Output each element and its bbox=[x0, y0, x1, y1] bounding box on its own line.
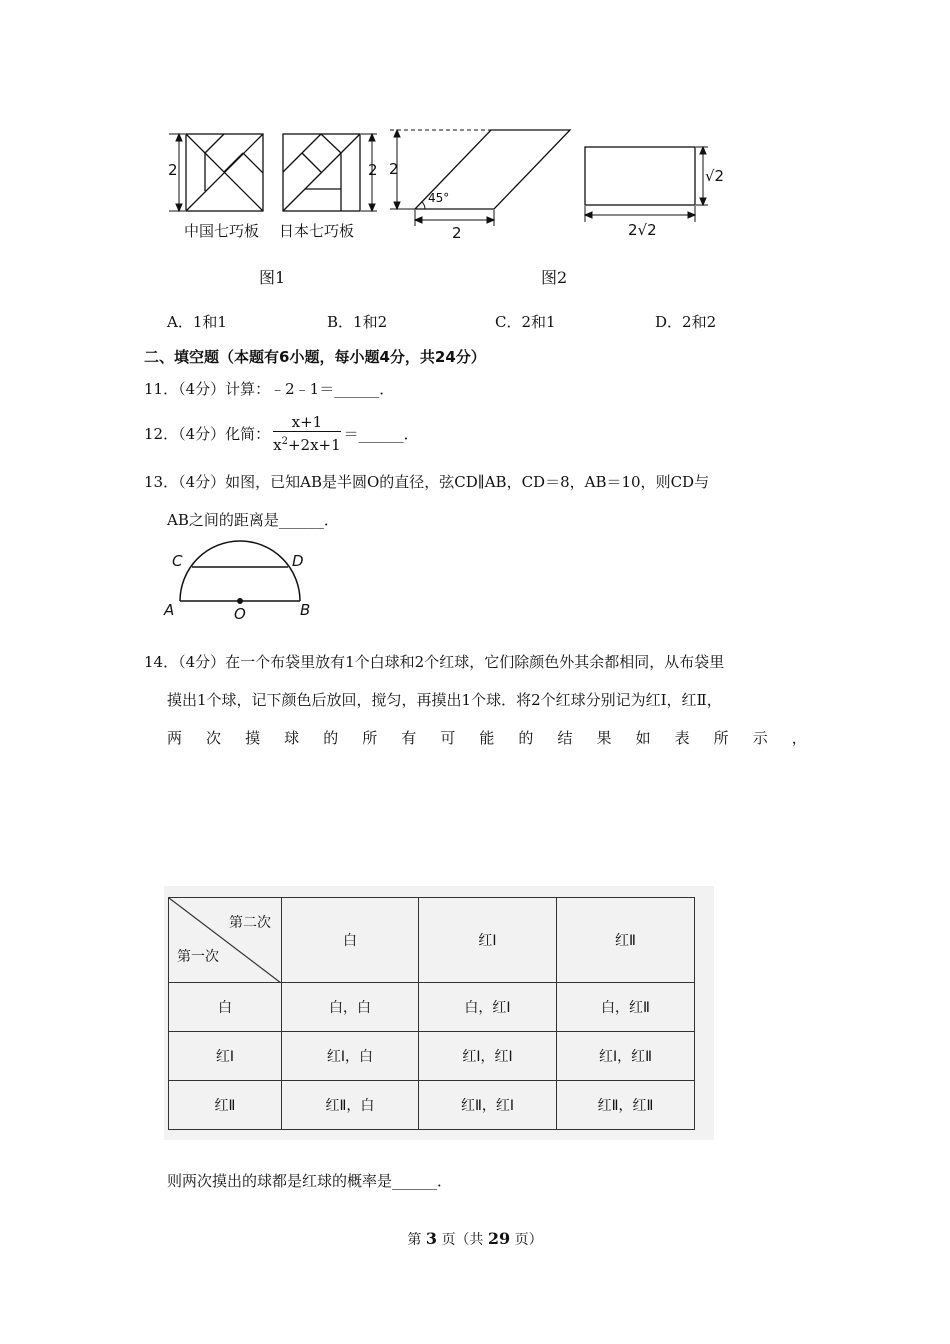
fig1-dim-left: 2 bbox=[168, 161, 178, 179]
line3-char: ， bbox=[791, 729, 807, 747]
table-cell: 红Ⅰ，红Ⅰ bbox=[419, 1032, 557, 1081]
column-header: 红Ⅱ bbox=[557, 898, 695, 983]
table-cell: 红Ⅱ，红Ⅰ bbox=[419, 1081, 557, 1130]
row-label: 红Ⅰ bbox=[169, 1032, 282, 1081]
header-second: 第二次 bbox=[229, 915, 271, 931]
option-d: D．2和2 bbox=[655, 313, 717, 331]
table-row bbox=[169, 1032, 695, 1081]
point-c-label: C bbox=[172, 552, 183, 570]
figure-2-title: 图2 bbox=[541, 268, 568, 287]
table-corner-cell bbox=[169, 898, 282, 983]
figure-1-tangrams bbox=[165, 125, 390, 220]
fig2-rect-width: 2√2 bbox=[628, 221, 657, 239]
footer-post: 页） bbox=[514, 1232, 543, 1248]
header-first: 第一次 bbox=[177, 949, 219, 965]
line3-char: 结 bbox=[557, 729, 573, 747]
question-14-line-3 bbox=[167, 728, 807, 748]
line3-char: 如 bbox=[635, 729, 651, 747]
chinese-tangram-caption: 中国七巧板 bbox=[184, 222, 260, 240]
center-point-o bbox=[237, 598, 243, 604]
line3-char: 球 bbox=[284, 729, 300, 747]
footer-mid: 页（共 bbox=[441, 1232, 484, 1248]
fig2-para-base: 2 bbox=[452, 224, 462, 242]
rectangle-width-arrow bbox=[585, 206, 695, 222]
line3-char: 示 bbox=[752, 729, 768, 747]
column-header: 白 bbox=[282, 898, 419, 983]
q12-fraction bbox=[273, 413, 341, 455]
line3-char: 次 bbox=[206, 729, 222, 747]
line3-char: 果 bbox=[596, 729, 612, 747]
q12-prefix: 12．（4分）化简： bbox=[144, 425, 271, 443]
q12-den-exp: 2 bbox=[281, 436, 288, 447]
option-c: C．2和1 bbox=[495, 313, 556, 331]
line3-char: 的 bbox=[518, 729, 534, 747]
line3-char: 所 bbox=[713, 729, 729, 747]
question-13-line-1: 13．（4分）如图，已知AB是半圆O的直径，弦CD∥AB，CD＝8，AB＝10，则CD与 bbox=[144, 473, 710, 491]
table-cell: 红Ⅱ，白 bbox=[282, 1081, 419, 1130]
line3-char: 有 bbox=[401, 729, 417, 747]
fig2-para-height: 2 bbox=[389, 160, 399, 178]
point-b-label: B bbox=[300, 601, 311, 619]
results-table bbox=[168, 897, 695, 1130]
table-cell: 红Ⅰ，红Ⅱ bbox=[557, 1032, 695, 1081]
rectangle bbox=[585, 147, 695, 205]
question-14-line-2: 摸出1个球，记下颜色后放回，搅匀，再摸出1个球．将2个红球分别记为红Ⅰ，红Ⅱ， bbox=[167, 691, 722, 709]
line3-char: 摸 bbox=[245, 729, 261, 747]
option-a: A．1和1 bbox=[167, 313, 227, 331]
semicircle-figure bbox=[170, 535, 320, 610]
footer-page-number: 3 bbox=[425, 1229, 437, 1248]
row-label: 白 bbox=[169, 983, 282, 1032]
question-12 bbox=[144, 413, 419, 455]
table-cell: 白，白 bbox=[282, 983, 419, 1032]
table-cell: 白，红Ⅰ bbox=[419, 983, 557, 1032]
point-d-label: D bbox=[292, 552, 304, 570]
figure-1-title: 图1 bbox=[259, 268, 286, 287]
table-cell: 红Ⅰ，白 bbox=[282, 1032, 419, 1081]
fig2-rect-height: √2 bbox=[705, 167, 725, 185]
fig2-angle-label: 45° bbox=[428, 191, 450, 205]
footer-pre: 第 bbox=[407, 1232, 422, 1248]
line3-char: 所 bbox=[362, 729, 378, 747]
q12-suffix: ＝______． bbox=[343, 425, 419, 443]
semicircle-arc bbox=[180, 541, 300, 601]
column-header: 红Ⅰ bbox=[419, 898, 557, 983]
row-label: 红Ⅱ bbox=[169, 1081, 282, 1130]
line3-char: 两 bbox=[167, 729, 183, 747]
chinese-tangram bbox=[186, 134, 263, 211]
q12-numerator: x+1 bbox=[273, 413, 341, 432]
japanese-tangram bbox=[283, 134, 360, 211]
table-cell: 白，红Ⅱ bbox=[557, 983, 695, 1032]
line3-char: 的 bbox=[323, 729, 339, 747]
line3-char: 表 bbox=[674, 729, 690, 747]
option-b: B．1和2 bbox=[327, 313, 388, 331]
point-o-label: O bbox=[234, 605, 246, 623]
question-11: 11．（4分）计算：﹣2﹣1＝______． bbox=[144, 380, 395, 398]
question-14-line-1: 14．（4分）在一个布袋里放有1个白球和2个红球，它们除颜色外其余都相同，从布袋里 bbox=[144, 653, 725, 671]
point-a-label: A bbox=[164, 601, 175, 619]
table-row bbox=[169, 1081, 695, 1130]
q12-den-base: x bbox=[273, 436, 282, 454]
table-header-row bbox=[169, 898, 695, 983]
table-row bbox=[169, 983, 695, 1032]
japanese-tangram-caption: 日本七巧板 bbox=[279, 222, 355, 240]
fig1-dim-right: 2 bbox=[368, 161, 378, 179]
q12-den-rest: +2x+1 bbox=[287, 436, 341, 454]
question-13-line-2: AB之间的距离是______． bbox=[167, 511, 339, 529]
line3-char: 可 bbox=[440, 729, 456, 747]
q12-denominator bbox=[273, 432, 341, 455]
corner-diagonal bbox=[169, 898, 281, 983]
figure-2-shapes bbox=[385, 122, 730, 242]
question-14-final: 则两次摸出的球都是红球的概率是______． bbox=[167, 1172, 453, 1190]
table-cell: 红Ⅱ，红Ⅱ bbox=[557, 1081, 695, 1130]
page-footer bbox=[0, 1229, 950, 1249]
line3-char: 能 bbox=[479, 729, 495, 747]
footer-total-pages: 29 bbox=[487, 1229, 511, 1248]
section-2-title: 二、填空题（本题有6小题，每小题4分，共24分） bbox=[144, 348, 486, 366]
